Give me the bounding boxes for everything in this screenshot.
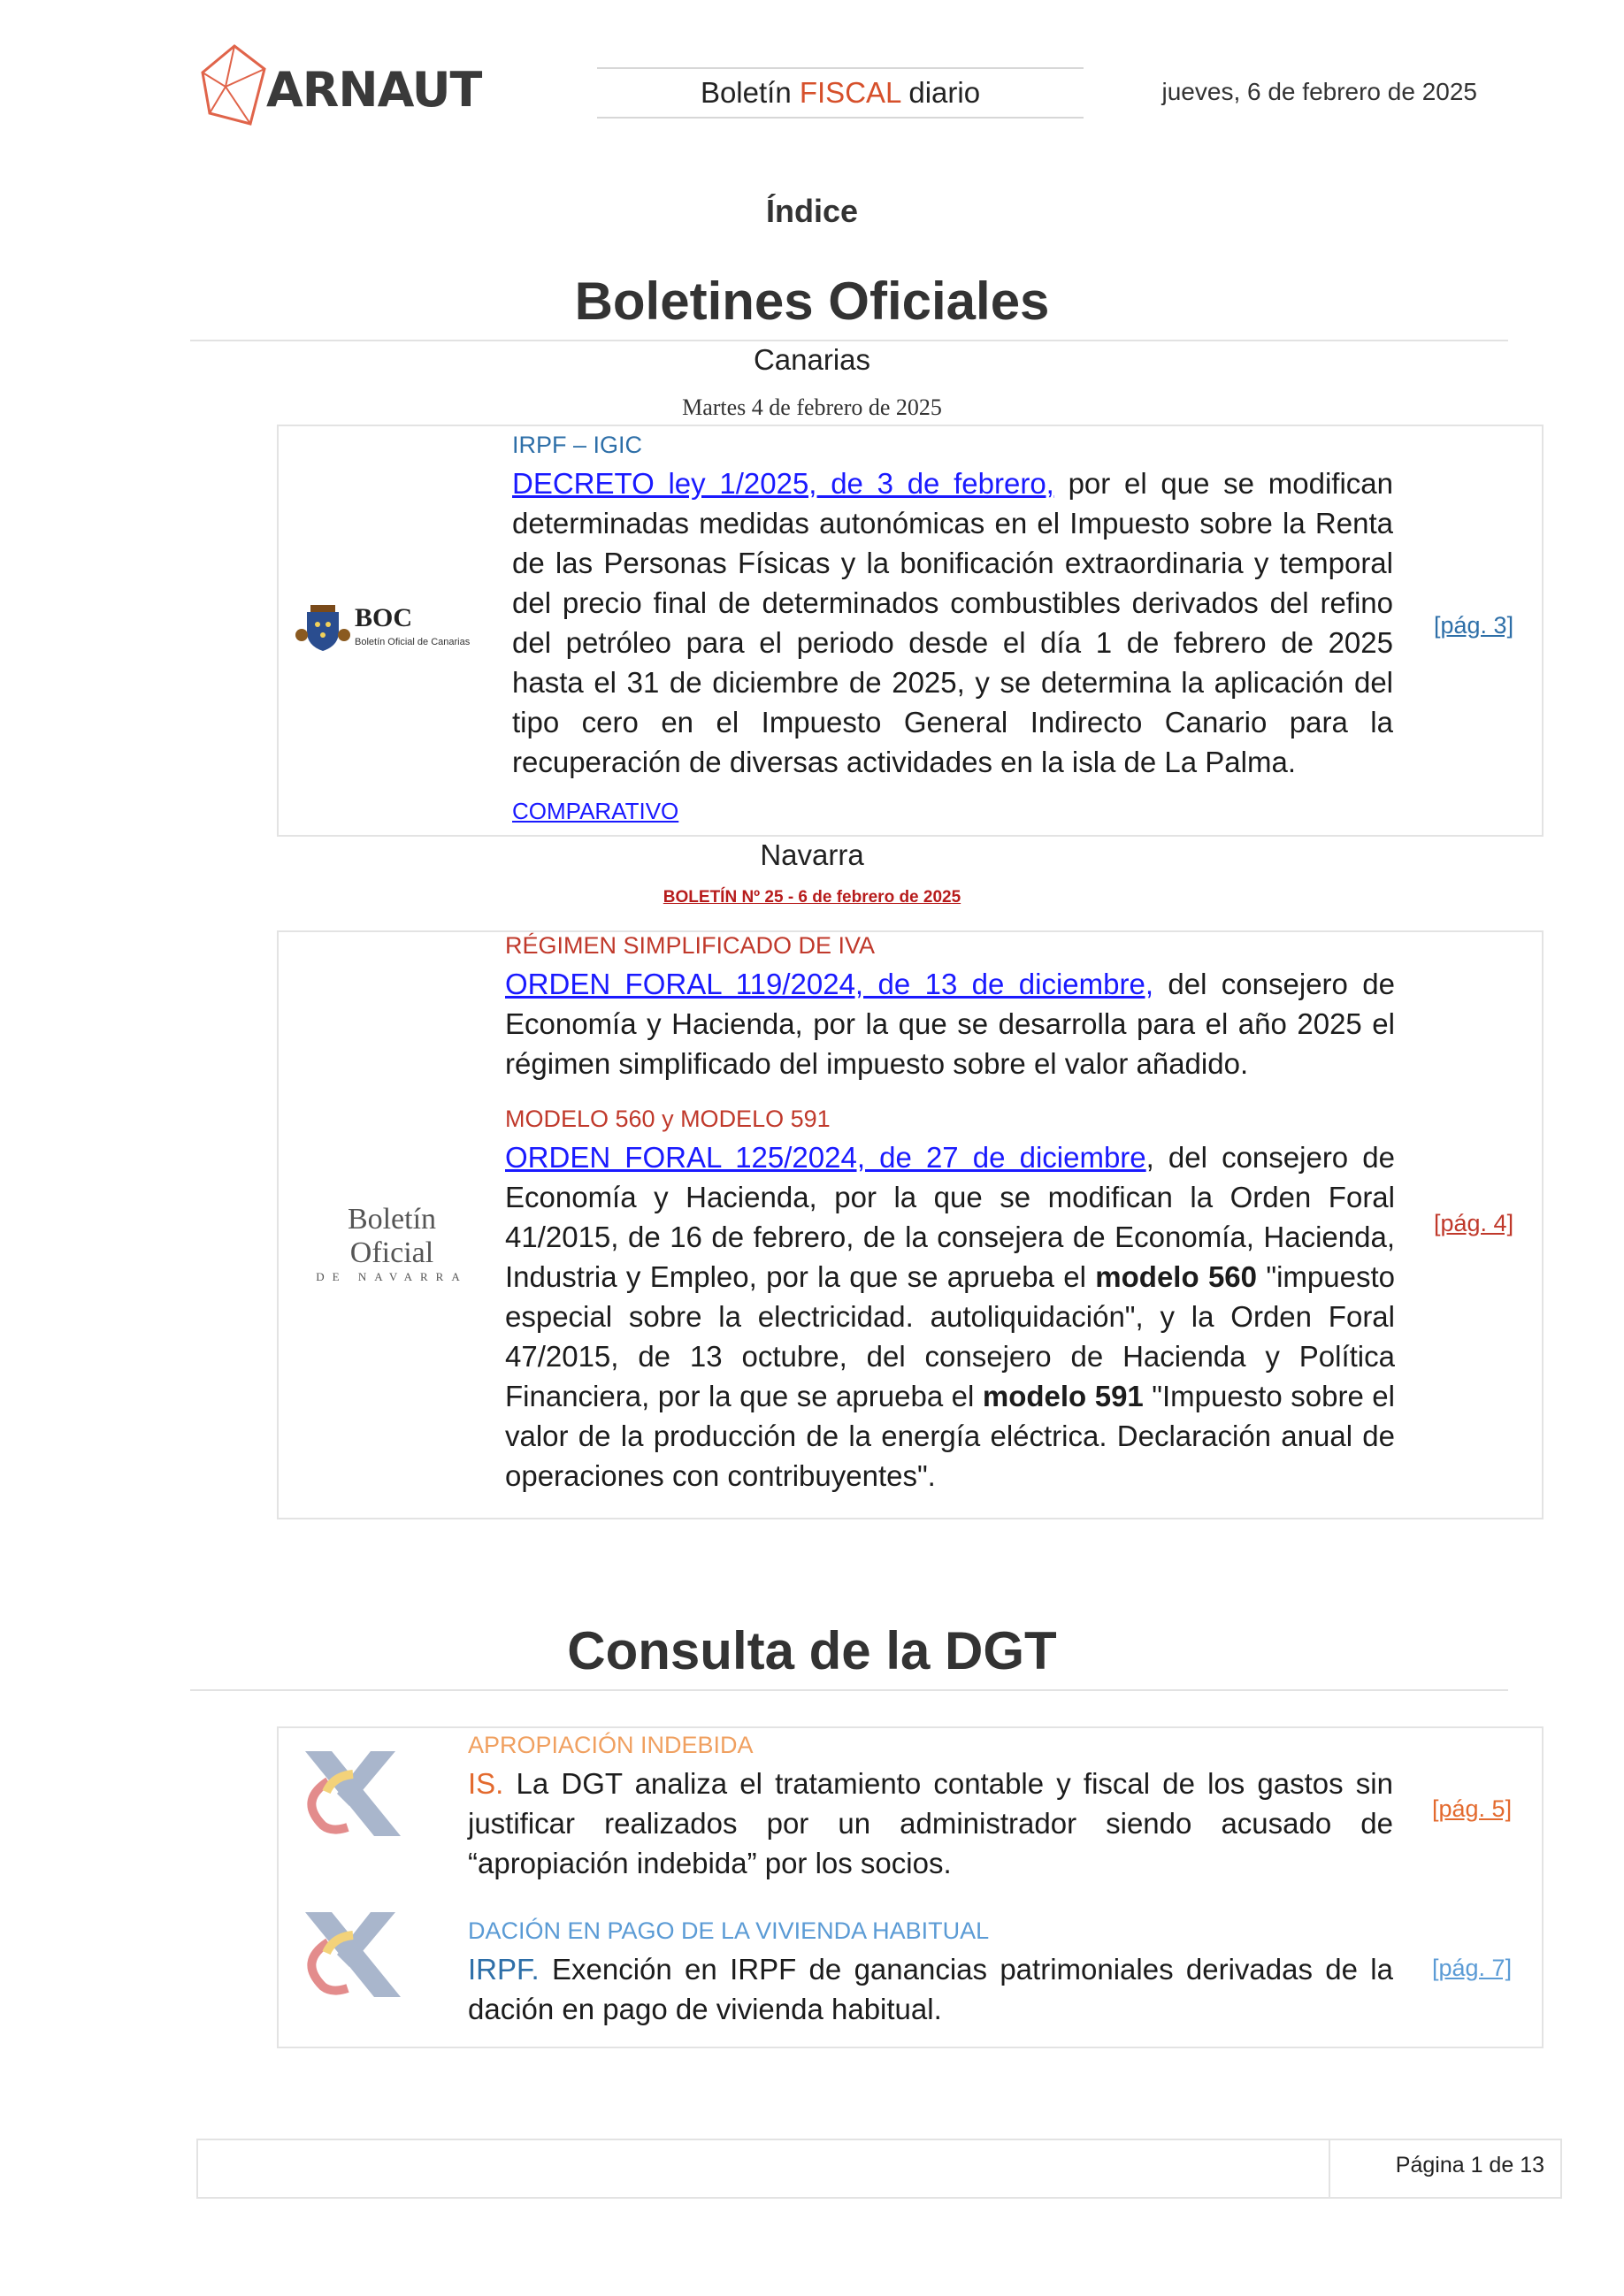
agencia-tributaria-icon — [296, 1905, 410, 2004]
region-canarias: Canarias — [753, 343, 871, 376]
coat-of-arms-icon — [295, 600, 351, 656]
dgt-entry-box — [277, 1726, 1544, 2048]
tax-prefix: IRPF. — [468, 1953, 540, 1986]
entry-text: IS. La DGT analiza el tratamiento contable y fiscal de los gastos sin justificar realizados por un administrador siendo acusado de “apropiación indebida” por los socios. — [468, 1767, 1393, 1879]
bon-logo-title: Boletín Oficial — [347, 1203, 437, 1269]
arnaut-logo — [199, 42, 482, 131]
page-link-7[interactable]: [pág. 7] — [1432, 1955, 1513, 1981]
page-link-3[interactable]: [pág. 3] — [1434, 612, 1514, 639]
boc-logo-subtitle: Boletín Oficial de Canarias — [355, 637, 471, 647]
entry-text: ORDEN FORAL 119/2024, de 13 de diciembre, del consejero de Economía y Hacienda, por la que se desarrolla para el año 2025 el régimen simplificado del impuesto sobre el valor añadido. — [505, 968, 1395, 1080]
boc-logo-title: BOC — [355, 603, 413, 632]
category-label: RÉGIMEN SIMPLIFICADO DE IVA — [505, 932, 876, 959]
bon-logo-subtitle: DE NAVARRA — [316, 1270, 468, 1283]
category-label: MODELO 560 y MODELO 591 — [505, 1106, 831, 1132]
section-title-dgt: Consulta de la DGT — [567, 1621, 1057, 1680]
category-label: DACIÓN EN PAGO DE LA VIVIENDA HABITUAL — [468, 1917, 990, 1944]
bulletin-title: Boletín FISCAL diario — [597, 67, 1084, 119]
page-number: Página 1 de 13 — [1395, 2153, 1544, 2177]
entry-text: ORDEN FORAL 125/2024, de 27 de diciembre, del consejero de Economía y Hacienda, por la que se modifican la Orden Foral 41/2015, de 16 de febrero, de la consejera de Economía, Hacienda, Industria y Empleo, por la que se aprueba el modelo 560 "impuesto especial sobre la electricidad. autoliquidación", y la Orden Foral 47/2015, de 13 octubre, del consejero de Hacienda y Política Financiera, por la que se aprueba el modelo 591 "Impuesto sobre el valor de la producción de la energía eléctrica. Declaración anual de operaciones con contribuyentes". — [505, 1141, 1395, 1492]
diamond-logo-icon — [199, 42, 270, 131]
category-label: APROPIACIÓN INDEBIDA — [468, 1732, 754, 1758]
canarias-date: Martes 4 de febrero de 2025 — [682, 394, 942, 420]
page-link-5[interactable]: [pág. 5] — [1432, 1795, 1513, 1822]
orden-foral-125-link[interactable]: ORDEN FORAL 125/2024, de 27 de diciembre — [505, 1141, 1146, 1174]
tax-prefix: IS. — [468, 1767, 504, 1800]
agencia-tributaria-icon — [296, 1744, 410, 1843]
boc-logo — [295, 600, 489, 662]
section-divider — [190, 1689, 1508, 1691]
bon-logo — [303, 1203, 480, 1283]
comparativo-link[interactable]: COMPARATIVO — [512, 798, 679, 824]
header-date: jueves, 6 de febrero de 2025 — [1161, 78, 1477, 105]
navarra-entry-box — [277, 930, 1544, 1519]
page-link-4[interactable]: [pág. 4] — [1434, 1210, 1514, 1236]
category-label: IRPF – IGIC — [512, 432, 643, 458]
logo-text: ARNAUT — [266, 62, 482, 118]
canarias-entry-box — [277, 425, 1544, 837]
title-accent: FISCAL — [799, 76, 901, 109]
orden-foral-119-link[interactable]: ORDEN FORAL 119/2024, de 13 de diciembre, — [505, 968, 1153, 1000]
index-title: Índice — [765, 193, 859, 229]
navarra-bulletin-link[interactable]: BOLETÍN Nº 25 - 6 de febrero de 2025 — [663, 888, 961, 907]
page-footer — [196, 2139, 1562, 2199]
decreto-link[interactable]: DECRETO ley 1/2025, de 3 de febrero, — [512, 467, 1054, 500]
section-title-boletines: Boletines Oficiales — [574, 272, 1050, 331]
entry-text: IRPF. Exención en IRPF de ganancias patrimoniales derivadas de la dación en pago de vivienda habitual. — [468, 1953, 1393, 2025]
section-divider — [190, 340, 1508, 341]
footer-divider — [1329, 2140, 1330, 2197]
region-navarra: Navarra — [760, 838, 864, 871]
entry-text: DECRETO ley 1/2025, de 3 de febrero, por el que se modifican determinadas medidas autonómicas en el Impuesto sobre la Renta de las Personas Físicas y la bonificación extraordinaria y temporal del precio final de determinados combustibles derivados del refino del petróleo para el periodo desde el día 1 de febrero de 2025 hasta el 31 de diciembre de 2025, y se determina la aplicación del tipo cero en el Impuesto General Indirecto Canario para la recuperación de diversas actividades en la isla de La Palma. — [512, 467, 1393, 778]
